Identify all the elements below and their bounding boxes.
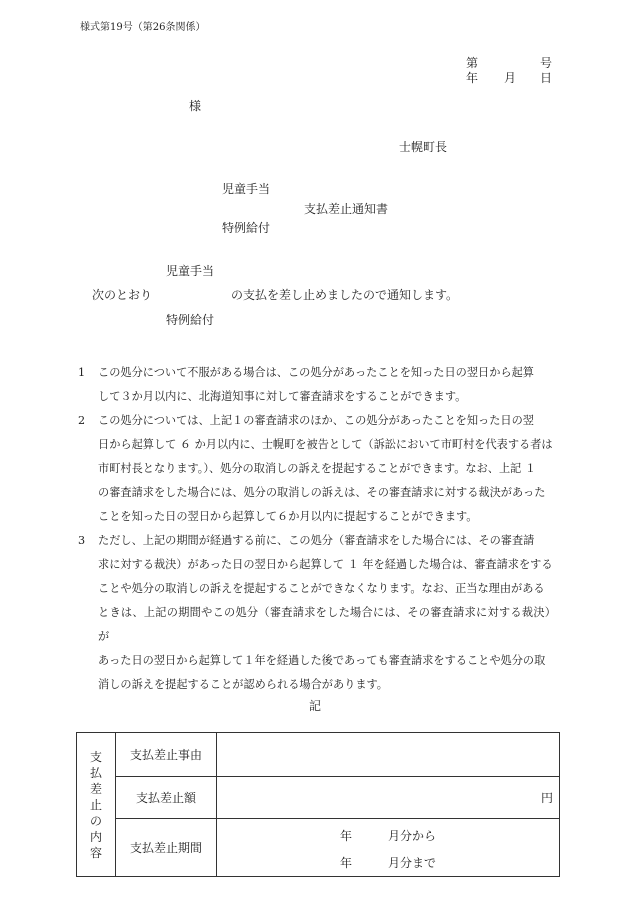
note-line: の審査請求をした場合には、処分の取消しの訴えは、その審査請求に対する裁決があった <box>98 486 546 499</box>
note-line: ことを知った日の翌日から起算して６か月以内に提起することができます。 <box>98 510 478 523</box>
period-label: 支払差止期間 <box>116 819 217 877</box>
body-suffix: の支払を差し止めましたので通知します。 <box>231 288 459 302</box>
doc-number-go: 号 <box>540 56 553 70</box>
reason-field[interactable] <box>217 733 560 777</box>
note-line: ときは、上記の期間やこの処分（審査請求をした場合には、その審査請求に対する裁決）が <box>98 606 556 643</box>
period-field[interactable] <box>217 819 560 877</box>
sender-name: 士幌町長 <box>399 140 448 154</box>
form-number: 様式第19号（第26条関係） <box>80 22 206 33</box>
period-to: 年 月分まで <box>339 856 436 870</box>
date-day: 日 <box>540 71 553 85</box>
date-year: 年 <box>466 71 479 85</box>
notes-list <box>78 361 556 697</box>
amount-field[interactable] <box>217 777 560 819</box>
note-line: 市町村長となります。）、処分の取消しの訴えを提起することができます。なお、上記 １ <box>98 462 537 475</box>
note-line: 消しの訴えを提起することが認められる場合があります。 <box>98 678 388 691</box>
note-item <box>78 361 556 409</box>
body-upper: 児童手当 <box>166 264 215 278</box>
note-line: ことや処分の取消しの訴えを提起することができなくなります。なお、正当な理由がある <box>98 582 545 595</box>
note-number: 2 <box>78 414 86 427</box>
doc-number-dai: 第 <box>466 56 479 70</box>
recipient-suffix: 様 <box>189 99 202 113</box>
note-line: この処分について不服がある場合は、この処分があったことを知った日の翌日から起算 <box>98 366 534 379</box>
date-month: 月 <box>504 71 517 85</box>
note-line: 求に対する裁決）があった日の翌日から起算して １ 年を経過した場合は、審査請求をする <box>98 558 553 571</box>
detail-table <box>76 732 560 877</box>
ki-heading: 記 <box>309 699 322 713</box>
title-line-1: 児童手当 <box>222 182 271 196</box>
title-line-3: 特例給付 <box>222 221 271 235</box>
body-prefix: 次のとおり <box>92 288 153 302</box>
side-label: 支 払 差 止 の 内 容 <box>77 733 116 877</box>
note-line: ただし、上記の期間が経過する前に、この処分（審査請求をした場合には、その審査請 <box>98 534 535 547</box>
amount-label: 支払差止額 <box>116 777 217 819</box>
note-line: この処分については、上記１の審査請求のほか、この処分があったことを知った日の翌 <box>98 414 534 427</box>
note-number: 1 <box>78 366 86 379</box>
note-item <box>78 409 556 529</box>
yen-unit: 円 <box>540 791 553 805</box>
period-from: 年 月分から <box>339 829 436 843</box>
note-line: 日から起算して ６ か月以内に、士幌町を被告として（訴訟において市町村を代表する者は <box>98 438 553 451</box>
note-line: あった日の翌日から起算して１年を経過した後であっても審査請求をすることや処分の取 <box>98 654 546 667</box>
note-number: 3 <box>78 534 86 547</box>
note-item <box>78 529 556 697</box>
title-center: 支払差止通知書 <box>304 202 389 216</box>
reason-label: 支払差止事由 <box>116 733 217 777</box>
body-lower: 特例給付 <box>166 313 215 327</box>
note-line: して３か月以内に、北海道知事に対して審査請求をすることができます。 <box>98 390 467 403</box>
